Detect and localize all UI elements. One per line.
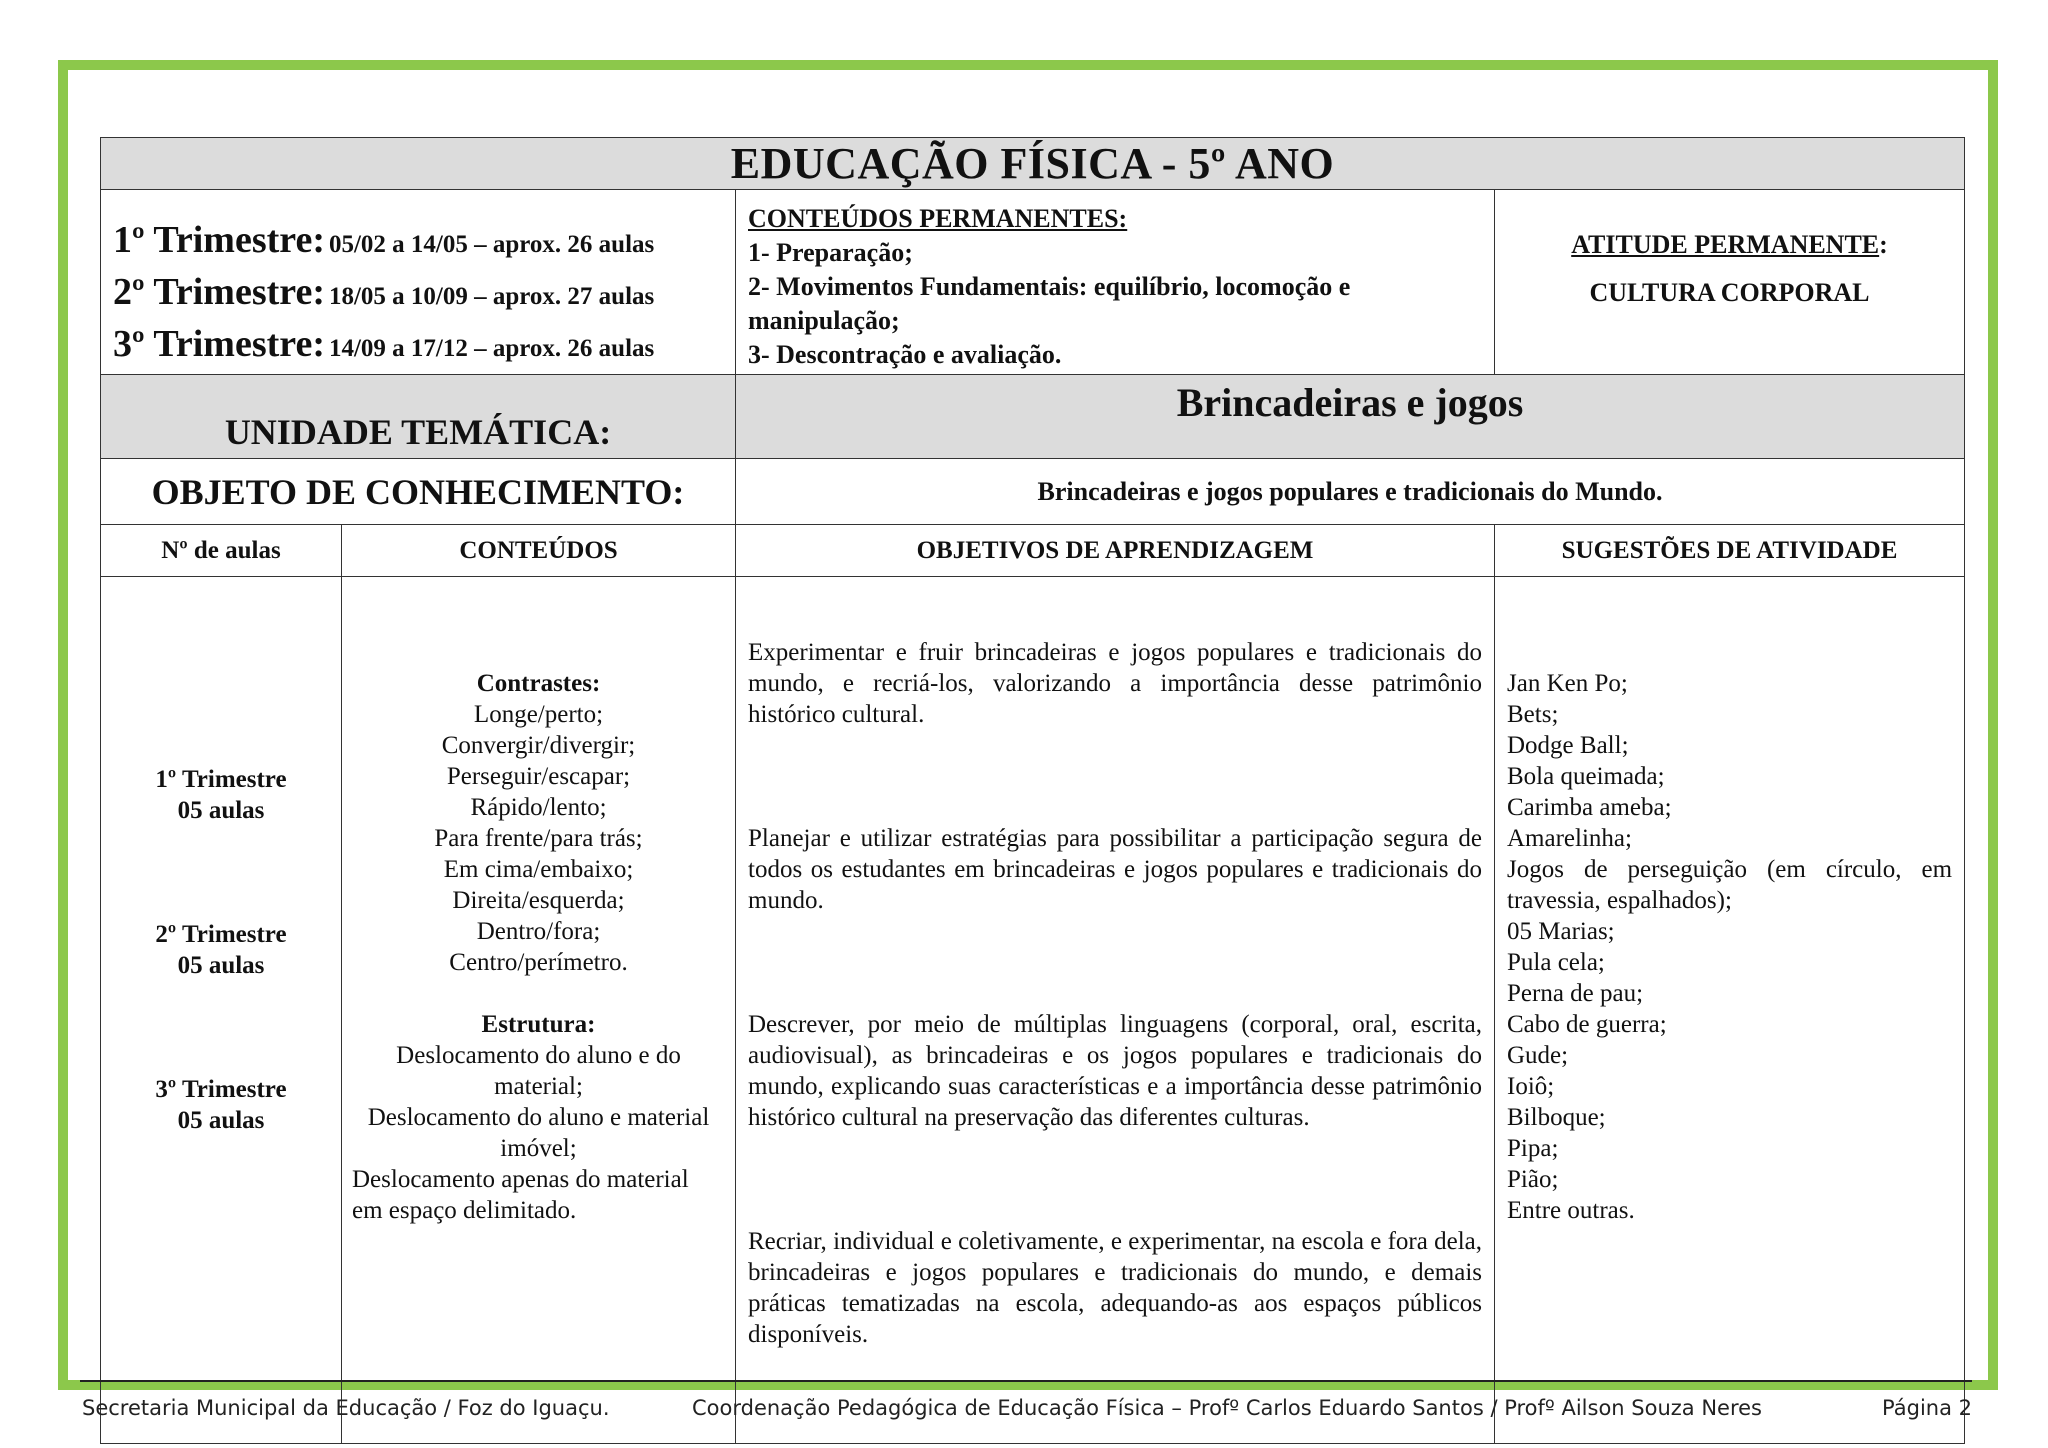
aulas-cell (101, 577, 342, 1444)
activity-item: Pião; (1507, 1166, 1559, 1193)
footer-center: Coordenação Pedagógica de Educação Física – Profº Carlos Eduardo Santos / Profº Ailson Souza Neres (692, 1396, 1762, 1420)
sugestoes-cell (1495, 577, 1965, 1444)
permanent-item: 2- Movimentos Fundamentais: equilíbrio, locomoção e manipulação; (748, 272, 1351, 335)
structure-heading: Estrutura: (481, 1011, 596, 1038)
activity-item: Jogos de perseguição (em círculo, em travessia, espalhados); (1507, 856, 1953, 914)
trimester-schedule (101, 190, 736, 375)
page-title: EDUCAÇÃO FÍSICA - 5º ANO (101, 138, 1965, 190)
learning-objective: Experimentar e fruir brincadeiras e jogos populares e tradicionais do mundo, e recriá-los, valorizando a importância desse patrimônio histórico cultural. (748, 639, 1482, 728)
activity-item: Pula cela; (1507, 949, 1605, 976)
trimester-line: 2º Trimestre: 18/05 a 10/09 – aprox. 27 aulas (113, 271, 655, 313)
column-header-aulas: Nº de aulas (101, 525, 342, 577)
contrast-item: Para frente/para trás; (434, 825, 643, 852)
activity-item: Entre outras. (1507, 1197, 1635, 1224)
permanent-contents (736, 190, 1495, 375)
permanent-item: 1- Preparação; (748, 238, 913, 267)
contrast-item: Perseguir/escapar; (446, 763, 631, 790)
contrast-item: Rápido/lento; (470, 794, 607, 821)
activity-item: Dodge Ball; (1507, 732, 1629, 759)
permanent-attitude: ATITUDE PERMANENTE: CULTURA CORPORAL (1495, 190, 1965, 375)
contrast-item: Longe/perto; (473, 701, 604, 728)
structure-item: Deslocamento do aluno e do material; (396, 1042, 681, 1100)
contrast-item: Direita/esquerda; (452, 887, 625, 914)
learning-objective: Recriar, individual e coletivamente, e experimentar, na escola e fora dela, brincadeiras e jogos populares e tradicionais do mundo, e demais práticas tematizadas na escola, adequando-as aos espaços públicos disponíveis. (748, 1228, 1482, 1348)
column-header-sugestoes: SUGESTÕES DE ATIVIDADE (1495, 525, 1965, 577)
attitude-heading: ATITUDE PERMANENTE (1571, 230, 1880, 259)
activity-item: Jan Ken Po; (1507, 670, 1628, 697)
activity-item: Bola queimada; (1507, 763, 1665, 790)
conteudos-cell (342, 577, 736, 1444)
column-header-objetivos: OBJETIVOS DE APRENDIZAGEM (736, 525, 1495, 577)
learning-objective: Descrever, por meio de múltiplas linguagens (corporal, oral, escrita, audiovisual), as brincadeiras e os jogos populares e tradicionais do mundo, explicando suas características e a importância desse patrimônio histórico cultural na preservação das diferentes culturas. (748, 1011, 1482, 1131)
trimester-aulas: 1º Trimestre 05 aulas (155, 766, 287, 824)
activity-item: Bilboque; (1507, 1104, 1606, 1131)
activity-item: Amarelinha; (1507, 825, 1632, 852)
permanent-item: 3- Descontração e avaliação. (748, 340, 1062, 369)
lesson-plan-table (100, 137, 1965, 1444)
column-header-conteudos: CONTEÚDOS (342, 525, 736, 577)
trimester-aulas: 3º Trimestre 05 aulas (155, 1076, 287, 1134)
contrast-item: Convergir/divergir; (441, 732, 636, 759)
activity-item: Cabo de guerra; (1507, 1011, 1667, 1038)
knowledge-object-value: Brincadeiras e jogos populares e tradicionais do Mundo. (736, 459, 1965, 525)
trimester-line: 1º Trimestre: 05/02 a 14/05 – aprox. 26 aulas (113, 219, 655, 261)
contrast-item: Centro/perímetro. (449, 949, 628, 976)
activity-item: Bets; (1507, 701, 1559, 728)
activity-item: Perna de pau; (1507, 980, 1644, 1007)
objetivos-cell (736, 577, 1495, 1444)
activity-item: Ioiô; (1507, 1073, 1555, 1100)
thematic-unit-value: Brincadeiras e jogos (736, 375, 1965, 459)
knowledge-object-label: OBJETO DE CONHECIMENTO: (101, 459, 736, 525)
attitude-value: CULTURA CORPORAL (1589, 278, 1870, 307)
permanent-contents-heading: CONTEÚDOS PERMANENTES: (748, 204, 1128, 233)
contrasts-heading: Contrastes: (476, 670, 601, 697)
learning-objective: Planejar e utilizar estratégias para possibilitar a participação segura de todos os estudantes em brincadeiras e jogos populares e tradicionais do mundo. (748, 825, 1482, 914)
trimester-line: 3º Trimestre: 14/09 a 17/12 – aprox. 26 aulas (113, 323, 655, 365)
trimester-aulas: 2º Trimestre 05 aulas (155, 921, 287, 979)
footer-divider (80, 1380, 1972, 1382)
activity-item: Gude; (1507, 1042, 1569, 1069)
contrast-item: Em cima/embaixo; (443, 856, 634, 883)
thematic-unit-label: UNIDADE TEMÁTICA: (101, 375, 736, 459)
activity-item: Pipa; (1507, 1135, 1559, 1162)
activity-item: 05 Marias; (1507, 918, 1615, 945)
structure-item: Deslocamento do aluno e material imóvel; (367, 1104, 710, 1162)
footer-page-number: Página 2 (1882, 1396, 1972, 1420)
activity-item: Carimba ameba; (1507, 794, 1672, 821)
footer-left: Secretaria Municipal da Educação / Foz do Iguaçu. (82, 1396, 610, 1420)
contrast-item: Dentro/fora; (476, 918, 601, 945)
structure-item: Deslocamento apenas do material em espaço delimitado. (352, 1166, 689, 1224)
